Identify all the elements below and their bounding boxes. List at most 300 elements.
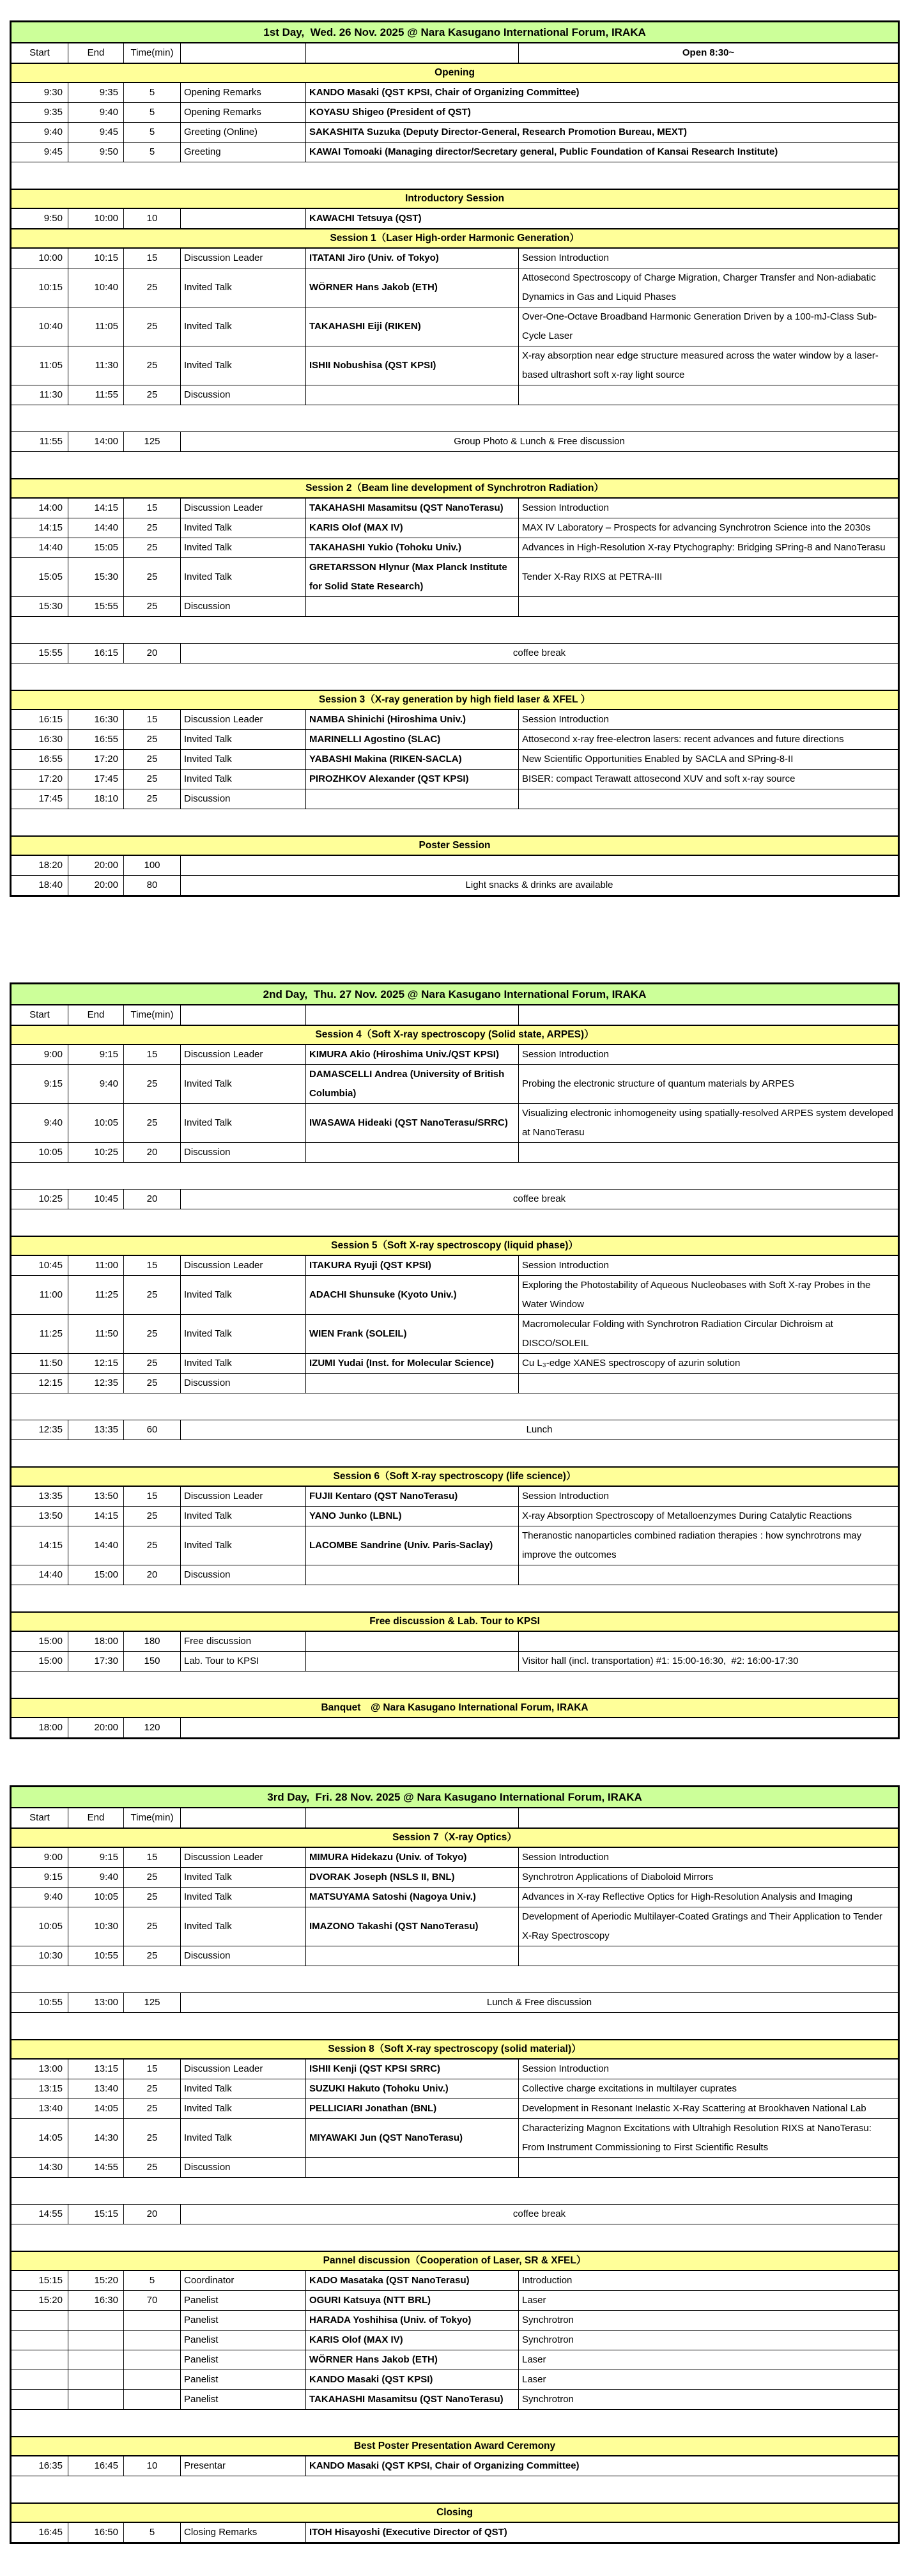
section-header: Opening [11, 63, 899, 82]
start-cell [11, 2350, 68, 2370]
description-cell: Visualizing electronic inhomogeneity using spatially-resolved ARPES system developed at NanoTerasu [519, 1104, 899, 1143]
end-cell: 14:40 [68, 518, 124, 538]
end-cell: 15:05 [68, 538, 124, 558]
gap-row [11, 405, 899, 432]
end-cell: 9:50 [68, 143, 124, 162]
merged-note-cell: Group Photo & Lunch & Free discussion [181, 432, 899, 452]
speaker-cell [306, 789, 519, 809]
gap-row [11, 663, 899, 691]
end-cell: 15:30 [68, 558, 124, 597]
section-header: Session 6（Soft X-ray spectroscopy (life science)） [11, 1467, 899, 1486]
time-cell: 25 [124, 1374, 181, 1393]
speaker-cell: KOYASU Shigeo (President of QST) [306, 103, 899, 123]
start-cell: 11:30 [11, 385, 68, 405]
speaker-cell: KARIS Olof (MAX IV) [306, 2330, 519, 2350]
gap-row [11, 2409, 899, 2437]
day-3-table [10, 1785, 900, 2544]
end-cell: 13:00 [68, 1993, 124, 2013]
day-1-table [10, 20, 900, 897]
role-cell: Invited Talk [181, 1104, 306, 1143]
role-cell: Invited Talk [181, 307, 306, 346]
role-cell: Discussion [181, 1565, 306, 1585]
merged-note-cell [181, 1718, 899, 1739]
start-cell [11, 2389, 68, 2409]
start-cell: 10:45 [11, 1255, 68, 1276]
end-cell [68, 2350, 124, 2370]
gap-row [11, 162, 899, 190]
role-cell: Invited Talk [181, 1526, 306, 1565]
merged-note-cell: Lunch & Free discussion [181, 1993, 899, 2013]
time-cell: 5 [124, 2522, 181, 2543]
col-header-start: Start [11, 1005, 68, 1025]
start-cell [11, 2310, 68, 2330]
time-cell: 25 [124, 2079, 181, 2099]
speaker-cell [306, 2157, 519, 2177]
speaker-cell [306, 1565, 519, 1585]
speaker-cell: KAWACHI Tetsuya (QST) [306, 208, 899, 229]
speaker-cell: LACOMBE Sandrine (Univ. Paris-Saclay) [306, 1526, 519, 1565]
speaker-cell: YABASHI Makina (RIKEN-SACLA) [306, 749, 519, 769]
speaker-cell: MIMURA Hidekazu (Univ. of Tokyo) [306, 1847, 519, 1868]
start-cell: 11:50 [11, 1354, 68, 1374]
role-cell: Panelist [181, 2350, 306, 2370]
start-cell: 15:20 [11, 2290, 68, 2310]
col-header-end: End [68, 1005, 124, 1025]
description-cell: Synchrotron [519, 2310, 899, 2330]
speaker-cell [306, 1651, 519, 1671]
time-cell: 25 [124, 2157, 181, 2177]
time-cell: 5 [124, 123, 181, 143]
description-cell [519, 1631, 899, 1652]
end-cell: 14:15 [68, 498, 124, 518]
gap-row [11, 1671, 899, 1698]
start-cell: 11:55 [11, 432, 68, 452]
role-cell: Discussion Leader [181, 1255, 306, 1276]
speaker-cell: WÖRNER Hans Jakob (ETH) [306, 2350, 519, 2370]
col-header-speaker [306, 1005, 519, 1025]
speaker-cell: ITOH Hisayoshi (Executive Director of QST) [306, 2522, 899, 2543]
merged-note-cell: coffee break [181, 644, 899, 663]
start-cell: 15:00 [11, 1651, 68, 1671]
col-header-role [181, 1808, 306, 1828]
role-cell: Invited Talk [181, 1315, 306, 1354]
description-cell: Session Introduction [519, 248, 899, 268]
time-cell: 15 [124, 1486, 181, 1507]
end-cell: 11:30 [68, 346, 124, 385]
start-cell: 10:55 [11, 1993, 68, 2013]
col-header-end: End [68, 43, 124, 63]
speaker-cell: ISHII Nobushisa (QST KPSI) [306, 346, 519, 385]
section-header: Session 8（Soft X-ray spectroscopy (solid material)） [11, 2040, 899, 2059]
time-cell: 100 [124, 855, 181, 876]
description-cell: Introduction [519, 2270, 899, 2291]
description-cell [519, 1946, 899, 1966]
time-cell [124, 2350, 181, 2370]
start-cell: 16:15 [11, 710, 68, 730]
role-cell: Invited Talk [181, 1907, 306, 1946]
speaker-cell: IWASAWA Hideaki (QST NanoTerasu/SRRC) [306, 1104, 519, 1143]
open-note: Open 8:30~ [519, 43, 899, 63]
description-cell: Session Introduction [519, 1486, 899, 1507]
start-cell: 14:40 [11, 538, 68, 558]
start-cell: 9:00 [11, 1847, 68, 1868]
speaker-cell: DAMASCELLI Andrea (University of British Columbia) [306, 1065, 519, 1104]
time-cell: 25 [124, 1104, 181, 1143]
time-cell: 120 [124, 1718, 181, 1739]
role-cell: Discussion [181, 1946, 306, 1966]
role-cell: Discussion [181, 2157, 306, 2177]
col-header-role [181, 1005, 306, 1025]
start-cell: 15:00 [11, 1631, 68, 1652]
description-cell: Development of Aperiodic Multilayer-Coated Gratings and Their Application to Tender X-Ray Spectroscopy [519, 1907, 899, 1946]
time-cell: 15 [124, 498, 181, 518]
role-cell: Panelist [181, 2290, 306, 2310]
time-cell: 25 [124, 1946, 181, 1966]
start-cell: 14:00 [11, 498, 68, 518]
description-cell: MAX IV Laboratory – Prospects for advancing Synchrotron Science into the 2030s [519, 518, 899, 538]
speaker-cell: KANDO Masaki (QST KPSI, Chair of Organizing Committee) [306, 82, 899, 103]
role-cell: Free discussion [181, 1631, 306, 1652]
end-cell: 13:35 [68, 1420, 124, 1440]
description-cell [519, 597, 899, 617]
end-cell: 10:45 [68, 1190, 124, 1209]
role-cell: Opening Remarks [181, 103, 306, 123]
speaker-cell: WIEN Frank (SOLEIL) [306, 1315, 519, 1354]
time-cell: 5 [124, 82, 181, 103]
start-cell: 9:15 [11, 1868, 68, 1888]
end-cell: 10:05 [68, 1104, 124, 1143]
end-cell: 13:15 [68, 2059, 124, 2079]
end-cell: 14:30 [68, 2118, 124, 2157]
description-cell: Advances in X-ray Reflective Optics for High-Resolution Analysis and Imaging [519, 1888, 899, 1907]
time-cell: 25 [124, 538, 181, 558]
description-cell: Session Introduction [519, 710, 899, 730]
description-cell: Session Introduction [519, 1044, 899, 1065]
time-cell: 25 [124, 307, 181, 346]
role-cell: Discussion Leader [181, 2059, 306, 2079]
end-cell: 9:15 [68, 1847, 124, 1868]
speaker-cell: TAKAHASHI Masamitsu (QST NanoTerasu) [306, 498, 519, 518]
speaker-cell: ADACHI Shunsuke (Kyoto Univ.) [306, 1276, 519, 1315]
start-cell: 16:55 [11, 749, 68, 769]
speaker-cell: SAKASHITA Suzuka (Deputy Director-General, Research Promotion Bureau, MEXT) [306, 123, 899, 143]
time-cell: 25 [124, 749, 181, 769]
speaker-cell: SUZUKI Hakuto (Tohoku Univ.) [306, 2079, 519, 2099]
col-header-speaker [306, 43, 519, 63]
end-cell: 16:30 [68, 710, 124, 730]
end-cell: 13:50 [68, 1486, 124, 1507]
start-cell: 10:25 [11, 1190, 68, 1209]
start-cell: 13:00 [11, 2059, 68, 2079]
end-cell: 20:00 [68, 875, 124, 896]
description-cell: Theranostic nanoparticles combined radiation therapies : how synchrotrons may improve the outcomes [519, 1526, 899, 1565]
speaker-cell: WÖRNER Hans Jakob (ETH) [306, 268, 519, 307]
gap-row [11, 1209, 899, 1237]
speaker-cell: YANO Junko (LBNL) [306, 1506, 519, 1526]
day-title: 2nd Day, Thu. 27 Nov. 2025 @ Nara Kasugano International Forum, IRAKA [11, 983, 899, 1005]
time-cell: 25 [124, 1888, 181, 1907]
section-header: Pannel discussion（Cooperation of Laser, SR & XFEL） [11, 2251, 899, 2270]
start-cell: 12:15 [11, 1374, 68, 1393]
role-cell: Panelist [181, 2389, 306, 2409]
description-cell: BISER: compact Terawatt attosecond XUV and soft x-ray source [519, 769, 899, 789]
section-header: Introductory Session [11, 189, 899, 208]
end-cell: 10:15 [68, 248, 124, 268]
end-cell: 11:55 [68, 385, 124, 405]
end-cell: 10:00 [68, 208, 124, 229]
description-cell: X-ray absorption near edge structure measured across the water window by a laser-based ultrashort soft x-ray light source [519, 346, 899, 385]
role-cell: Panelist [181, 2370, 306, 2389]
day-2-table [10, 982, 900, 1739]
start-cell: 15:55 [11, 644, 68, 663]
end-cell: 11:50 [68, 1315, 124, 1354]
description-cell: Session Introduction [519, 498, 899, 518]
col-header-start: Start [11, 1808, 68, 1828]
speaker-cell: ITATANI Jiro (Univ. of Tokyo) [306, 248, 519, 268]
role-cell: Discussion [181, 1374, 306, 1393]
description-cell: Synchrotron [519, 2389, 899, 2409]
section-header: Session 1（Laser High-order Harmonic Generation） [11, 229, 899, 248]
start-cell: 11:05 [11, 346, 68, 385]
role-cell: Opening Remarks [181, 82, 306, 103]
start-cell: 16:35 [11, 2456, 68, 2476]
role-cell: Invited Talk [181, 769, 306, 789]
start-cell: 11:25 [11, 1315, 68, 1354]
description-cell: Characterizing Magnon Excitations with Ultrahigh Resolution RIXS at NanoTerasu: From Instrument Commissioning to First Scientific Results [519, 2118, 899, 2157]
start-cell: 18:20 [11, 855, 68, 876]
time-cell: 5 [124, 2270, 181, 2291]
time-cell: 25 [124, 769, 181, 789]
gap-row [11, 1966, 899, 1993]
description-cell: Session Introduction [519, 2059, 899, 2079]
start-cell: 15:05 [11, 558, 68, 597]
speaker-cell [306, 1374, 519, 1393]
start-cell: 9:40 [11, 1104, 68, 1143]
section-header: Free discussion & Lab. Tour to KPSI [11, 1612, 899, 1631]
time-cell: 15 [124, 1044, 181, 1065]
end-cell: 9:35 [68, 82, 124, 103]
section-header: Session 5（Soft X-ray spectroscopy (liquid phase)） [11, 1236, 899, 1255]
start-cell: 10:05 [11, 1143, 68, 1163]
role-cell: Invited Talk [181, 1506, 306, 1526]
time-cell: 15 [124, 710, 181, 730]
end-cell: 12:35 [68, 1374, 124, 1393]
start-cell: 15:30 [11, 597, 68, 617]
start-cell: 10:30 [11, 1946, 68, 1966]
end-cell: 12:15 [68, 1354, 124, 1374]
description-cell: Attosecond Spectroscopy of Charge Migration, Charger Transfer and Non-adiabatic Dynamics in Gas and Liquid Phases [519, 268, 899, 307]
start-cell: 10:15 [11, 268, 68, 307]
start-cell: 14:15 [11, 1526, 68, 1565]
end-cell: 9:15 [68, 1044, 124, 1065]
end-cell [68, 2389, 124, 2409]
open-note [519, 1005, 899, 1025]
description-cell: Advances in High-Resolution X-ray Ptychography: Bridging SPring-8 and NanoTerasu [519, 538, 899, 558]
description-cell: Laser [519, 2370, 899, 2389]
description-cell: X-ray Absorption Spectroscopy of Metalloenzymes During Catalytic Reactions [519, 1506, 899, 1526]
end-cell: 20:00 [68, 855, 124, 876]
description-cell: Visitor hall (incl. transportation) #1: 15:00-16:30, #2: 16:00-17:30 [519, 1651, 899, 1671]
time-cell: 10 [124, 208, 181, 229]
end-cell: 10:25 [68, 1143, 124, 1163]
gap-row [11, 2013, 899, 2040]
end-cell: 17:45 [68, 769, 124, 789]
speaker-cell: MIYAWAKI Jun (QST NanoTerasu) [306, 2118, 519, 2157]
description-cell: Synchrotron Applications of Diaboloid Mirrors [519, 1868, 899, 1888]
start-cell: 9:35 [11, 103, 68, 123]
start-cell: 14:55 [11, 2204, 68, 2224]
section-header: Closing [11, 2503, 899, 2522]
time-cell: 25 [124, 597, 181, 617]
start-cell: 9:40 [11, 1888, 68, 1907]
time-cell: 25 [124, 1506, 181, 1526]
start-cell: 16:30 [11, 729, 68, 749]
time-cell: 20 [124, 1143, 181, 1163]
start-cell: 14:05 [11, 2118, 68, 2157]
time-cell [124, 2310, 181, 2330]
end-cell: 13:40 [68, 2079, 124, 2099]
start-cell: 9:15 [11, 1065, 68, 1104]
time-cell: 15 [124, 1255, 181, 1276]
description-cell [519, 1374, 899, 1393]
speaker-cell: ISHII Kenji (QST KPSI SRRC) [306, 2059, 519, 2079]
time-cell: 25 [124, 558, 181, 597]
description-cell: Collective charge excitations in multilayer cuprates [519, 2079, 899, 2099]
start-cell: 9:40 [11, 123, 68, 143]
speaker-cell: NAMBA Shinichi (Hiroshima Univ.) [306, 710, 519, 730]
start-cell: 18:40 [11, 875, 68, 896]
end-cell: 9:40 [68, 1065, 124, 1104]
time-cell: 25 [124, 1315, 181, 1354]
start-cell: 17:20 [11, 769, 68, 789]
role-cell: Discussion [181, 789, 306, 809]
section-header: Session 2（Beam line development of Synchrotron Radiation） [11, 479, 899, 498]
description-cell [519, 2157, 899, 2177]
end-cell: 11:25 [68, 1276, 124, 1315]
speaker-cell: DVORAK Joseph (NSLS II, BNL) [306, 1868, 519, 1888]
start-cell: 9:45 [11, 143, 68, 162]
speaker-cell: MATSUYAMA Satoshi (Nagoya Univ.) [306, 1888, 519, 1907]
role-cell: Coordinator [181, 2270, 306, 2291]
start-cell: 10:00 [11, 248, 68, 268]
role-cell: Invited Talk [181, 268, 306, 307]
role-cell: Invited Talk [181, 1354, 306, 1374]
gap-row [11, 2177, 899, 2204]
time-cell: 15 [124, 248, 181, 268]
merged-note-cell: Lunch [181, 1420, 899, 1440]
role-cell: Invited Talk [181, 729, 306, 749]
speaker-cell: TAKAHASHI Eiji (RIKEN) [306, 307, 519, 346]
time-cell [124, 2330, 181, 2350]
end-cell: 14:40 [68, 1526, 124, 1565]
role-cell: Discussion Leader [181, 498, 306, 518]
end-cell: 15:00 [68, 1565, 124, 1585]
merged-note-cell: coffee break [181, 1190, 899, 1209]
time-cell: 125 [124, 432, 181, 452]
role-cell: Invited Talk [181, 538, 306, 558]
start-cell: 12:35 [11, 1420, 68, 1440]
merged-note-cell: coffee break [181, 2204, 899, 2224]
gap-row [11, 2224, 899, 2251]
time-cell: 25 [124, 518, 181, 538]
role-cell: Greeting [181, 143, 306, 162]
gap-row [11, 1393, 899, 1420]
speaker-cell: PELLICIARI Jonathan (BNL) [306, 2099, 519, 2118]
speaker-cell [306, 1631, 519, 1652]
start-cell: 18:00 [11, 1718, 68, 1739]
speaker-cell: IMAZONO Takashi (QST NanoTerasu) [306, 1907, 519, 1946]
speaker-cell: MARINELLI Agostino (SLAC) [306, 729, 519, 749]
end-cell: 17:20 [68, 749, 124, 769]
role-cell: Invited Talk [181, 2079, 306, 2099]
time-cell: 80 [124, 875, 181, 896]
description-cell: Session Introduction [519, 1255, 899, 1276]
start-cell: 17:45 [11, 789, 68, 809]
time-cell: 25 [124, 1907, 181, 1946]
role-cell: Presentar [181, 2456, 306, 2476]
role-cell: Invited Talk [181, 1276, 306, 1315]
start-cell: 9:50 [11, 208, 68, 229]
description-cell: Development in Resonant Inelastic X-Ray Scattering at Brookhaven National Lab [519, 2099, 899, 2118]
end-cell: 16:30 [68, 2290, 124, 2310]
description-cell: Attosecond x-ray free-electron lasers: recent advances and future directions [519, 729, 899, 749]
start-cell: 16:45 [11, 2522, 68, 2543]
role-cell: Discussion [181, 597, 306, 617]
speaker-cell: ITAKURA Ryuji (QST KPSI) [306, 1255, 519, 1276]
col-header-end: End [68, 1808, 124, 1828]
speaker-cell: GRETARSSON Hlynur (Max Planck Institute for Solid State Research) [306, 558, 519, 597]
section-header: Session 3（X-ray generation by high field laser & XFEL ） [11, 690, 899, 710]
start-cell: 13:15 [11, 2079, 68, 2099]
end-cell [68, 2310, 124, 2330]
speaker-cell: OGURI Katsuya (NTT BRL) [306, 2290, 519, 2310]
end-cell [68, 2370, 124, 2389]
end-cell: 10:05 [68, 1888, 124, 1907]
role-cell: Invited Talk [181, 558, 306, 597]
speaker-cell: KARIS Olof (MAX IV) [306, 518, 519, 538]
speaker-cell [306, 597, 519, 617]
time-cell: 150 [124, 1651, 181, 1671]
time-cell: 25 [124, 1868, 181, 1888]
col-header-role [181, 43, 306, 63]
time-cell: 20 [124, 644, 181, 663]
end-cell: 10:30 [68, 1907, 124, 1946]
end-cell: 9:40 [68, 1868, 124, 1888]
gap-row [11, 1163, 899, 1190]
day-title: 3rd Day, Fri. 28 Nov. 2025 @ Nara Kasugano International Forum, IRAKA [11, 1786, 899, 1808]
start-cell: 13:35 [11, 1486, 68, 1507]
time-cell: 15 [124, 2059, 181, 2079]
section-header: Banquet @ Nara Kasugano International Forum, IRAKA [11, 1698, 899, 1718]
start-cell: 11:00 [11, 1276, 68, 1315]
role-cell: Discussion Leader [181, 1486, 306, 1507]
end-cell: 18:00 [68, 1631, 124, 1652]
speaker-cell: KADO Masataka (QST NanoTerasu) [306, 2270, 519, 2291]
time-cell: 5 [124, 103, 181, 123]
section-header: Session 4（Soft X-ray spectroscopy (Solid state, ARPES)） [11, 1025, 899, 1044]
end-cell: 16:55 [68, 729, 124, 749]
description-cell: Session Introduction [519, 1847, 899, 1868]
role-cell: Greeting (Online) [181, 123, 306, 143]
gap-row [11, 1585, 899, 1612]
start-cell: 14:40 [11, 1565, 68, 1585]
speaker-cell [306, 1143, 519, 1163]
description-cell: Over-One-Octave Broadband Harmonic Generation Driven by a 100-mJ-Class Sub-Cycle Laser [519, 307, 899, 346]
time-cell: 25 [124, 1354, 181, 1374]
time-cell: 15 [124, 1847, 181, 1868]
time-cell: 20 [124, 1565, 181, 1585]
merged-note-cell: Light snacks & drinks are available [181, 875, 899, 896]
